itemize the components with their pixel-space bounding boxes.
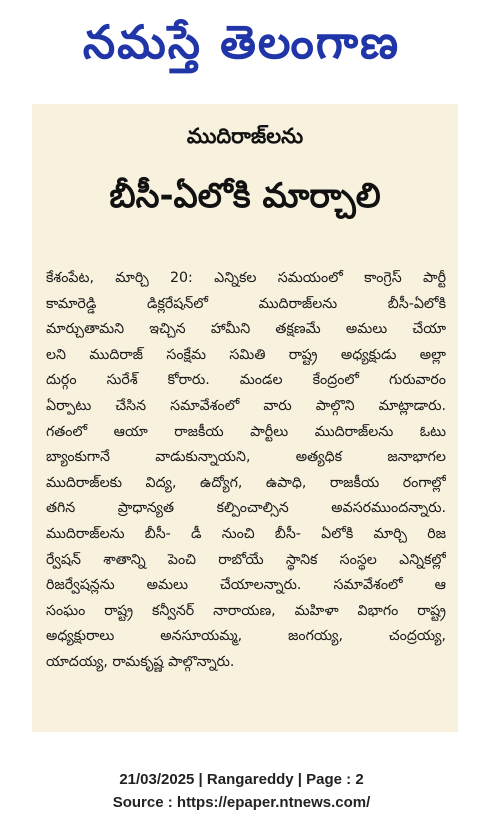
masthead	[0, 0, 483, 96]
source-link[interactable]: Source : https://epaper.ntnews.com/	[112, 794, 371, 811]
article-line: దుర్గం సురేశ్ కోరారు. మండల కేంద్రంలో గురువారం	[46, 372, 446, 389]
article-line: తగిన ప్రాధాన్యత కల్పించాల్సిన అవసరముందన్నారు.	[46, 500, 446, 517]
article-line: మార్చుతామని ఇచ్చిన హామీని తక్షణమే అమలు చేయా	[46, 321, 446, 338]
article-line: సంఘం రాష్ట్ర కన్వీనర్ నారాయణ, మహిళా విభాగం రాష్ట్ర	[46, 602, 446, 619]
article-line: రిజర్వేషన్లను అమలు చేయాలన్నారు. సమావేశంలో ఆ	[46, 577, 446, 594]
article-line: కేశంపేట, మార్చి 20: ఎన్నికల సమయంలో కాంగ్రెస్ పార్టీ	[46, 270, 446, 286]
edition-info: 21/03/2025 | Rangareddy | Page : 2	[119, 771, 364, 788]
article-line: కామారెడ్డి డిక్లరేషన్‌లో ముదిరాజ్‌లను బీసీ-ఏలోకి	[46, 295, 446, 312]
news-clipping	[32, 104, 458, 732]
article-line: లని ముదిరాజ్ సంక్షేమ సమితి రాష్ట్ర అధ్యక్షుడు అల్లా	[46, 346, 446, 363]
article-line: గతంలో ఆయా రాజకీయ పార్టీలు ముదిరాజ్‌లను ఓటు	[46, 423, 446, 440]
article-line: ర్వేషన్ శాతాన్ని పెంచి రాబోయే స్థానిక సంస్థల ఎన్నికల్లో	[46, 551, 446, 568]
article-headline: బీసీ-ఏలోకి మార్చాలి	[109, 176, 381, 216]
article-line: యాదయ్య, రామకృష్ణ పాల్గొన్నారు.	[46, 653, 235, 670]
article-line: అధ్యక్షురాలు అనసూయమ్మ, జంగయ్య, చంద్రయ్య,	[46, 628, 446, 645]
article-line: ఏర్పాటు చేసిన సమావేశంలో వారు పాల్గొని మాట్లాడారు.	[46, 397, 446, 414]
clipping-footer	[0, 768, 483, 814]
article-kicker: ముదిరాజ్‌లను	[186, 124, 304, 148]
article-line: బ్యాంకుగానే వాడుకున్నాయని, అత్యధిక జనాభాగల	[46, 449, 446, 466]
article-line: ముదిరాజ్‌లకు విద్య, ఉద్యోగ, ఉపాధి, రాజకీయ రంగాల్లో	[46, 474, 446, 491]
article-line: ముదిరాజ్‌లను బీసీ- డీ నుంచి బీసీ- ఏలోకి మార్చి రిజ	[46, 525, 446, 542]
newspaper-logo: నమస్తే తెలంగాణ	[82, 15, 401, 69]
article-body	[46, 266, 446, 676]
